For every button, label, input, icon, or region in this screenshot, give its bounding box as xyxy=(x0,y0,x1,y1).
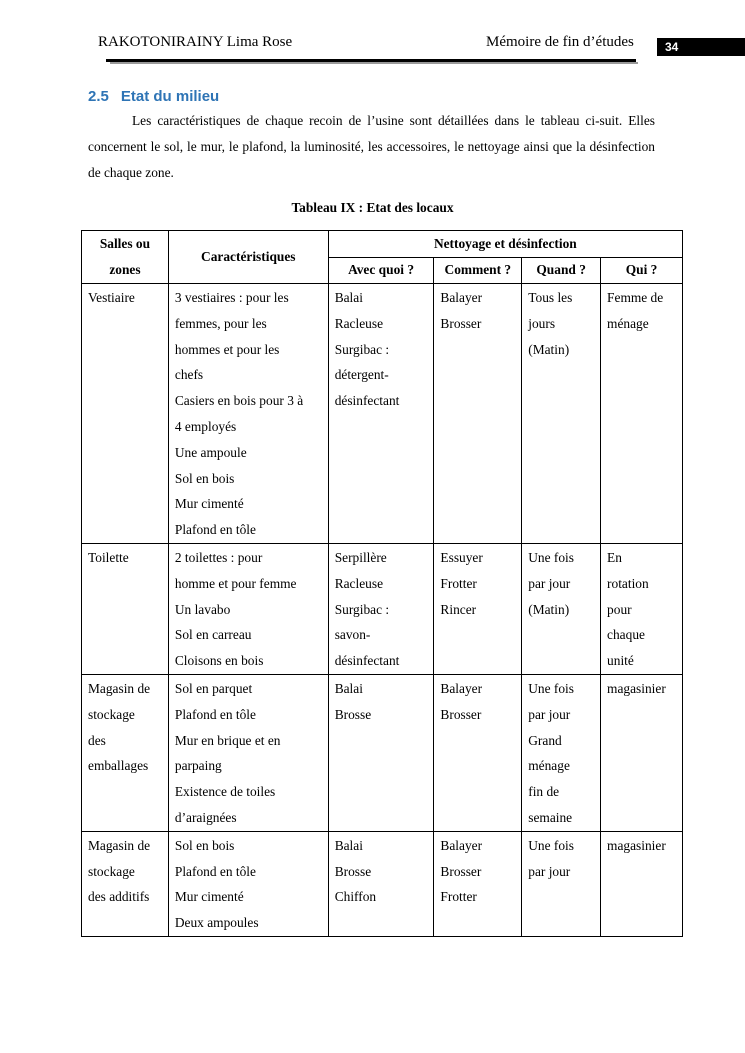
header-cleaning-group: Nettoyage et désinfection xyxy=(328,231,682,258)
cell-line: Sol en parquet xyxy=(174,680,253,696)
cell-line: Existence de toiles xyxy=(174,784,276,800)
header-how: Comment ? xyxy=(434,257,522,284)
header-document-title: Mémoire de fin d’études xyxy=(486,34,634,50)
cell-line: fin de xyxy=(528,784,560,800)
cell-line: Une ampoule xyxy=(174,444,247,460)
cell-how xyxy=(434,674,522,831)
cell-line: Tous les xyxy=(528,290,573,305)
cell-line: Mur cimenté xyxy=(174,496,244,512)
cell-who xyxy=(601,674,683,831)
cell-zone xyxy=(82,543,169,674)
cell-characteristics xyxy=(168,543,328,674)
cell-line: stockage xyxy=(88,863,135,879)
cell-line: femmes, pour les xyxy=(174,315,267,331)
cell-line: Plafond en tôle xyxy=(174,863,256,879)
cell-line: Racleuse xyxy=(334,315,384,331)
cell-with-what xyxy=(328,543,434,674)
cell-line: Rincer xyxy=(440,601,477,617)
cell-line: Balayer xyxy=(440,680,483,696)
cell-line: Brosse xyxy=(334,863,372,879)
cell-line: Plafond en tôle xyxy=(174,706,256,722)
cell-line: savon- xyxy=(334,627,371,643)
table-row xyxy=(82,284,683,544)
header-with-what: Avec quoi ? xyxy=(328,257,434,284)
cell-with-what xyxy=(328,831,434,936)
header-who: Qui ? xyxy=(601,257,683,284)
page-number: 34 xyxy=(657,38,745,56)
locaux-table xyxy=(81,230,683,937)
cell-line: des xyxy=(88,732,106,748)
cell-line: Balayer xyxy=(440,290,483,305)
cell-line: magasinier xyxy=(607,680,666,696)
cell-how xyxy=(434,543,522,674)
cell-line: Brosser xyxy=(440,315,482,331)
cell-zone xyxy=(82,831,169,936)
cell-line: Cloisons en bois xyxy=(174,653,264,669)
cell-who xyxy=(601,284,683,544)
cell-line: Balayer xyxy=(440,837,483,853)
cell-when xyxy=(522,674,601,831)
cell-line: Brosser xyxy=(440,706,482,722)
section-number: 2.5 xyxy=(88,88,109,105)
cell-how xyxy=(434,284,522,544)
header-zones-lines xyxy=(88,231,162,283)
cell-line: Femme de xyxy=(607,290,664,305)
cell-how xyxy=(434,831,522,936)
cell-line: Brosse xyxy=(334,706,372,722)
cell-line: désinfectant xyxy=(334,393,400,409)
cell-line: hommes et pour les xyxy=(174,341,280,357)
cell-line: (Matin) xyxy=(528,601,570,617)
section-heading xyxy=(88,88,219,105)
cell-line: Racleuse xyxy=(334,575,384,591)
header-zones xyxy=(82,231,169,284)
cell-line: En xyxy=(607,549,622,565)
cell-line: Magasin de xyxy=(88,680,151,696)
cell-line: semaine xyxy=(528,809,573,825)
cell-line: (Matin) xyxy=(528,341,570,357)
cell-line: emballages xyxy=(88,758,149,774)
cell-characteristics xyxy=(168,831,328,936)
table-row xyxy=(82,674,683,831)
cell-line: d’araignées xyxy=(174,809,237,825)
cell-line: Mur en brique et en xyxy=(174,732,281,748)
cell-line: magasinier xyxy=(607,837,666,853)
cell-line: Balai xyxy=(334,680,363,696)
cell-line: Balai xyxy=(334,837,363,853)
cell-line: 2 toilettes : pour xyxy=(174,549,263,565)
cell-line: Une fois xyxy=(528,680,574,696)
cell-line: 3 vestiaires : pour les xyxy=(174,290,289,305)
cell-line: Sol en bois xyxy=(174,470,235,486)
cell-line: Deux ampoules xyxy=(174,915,259,931)
cell-line: parpaing xyxy=(174,758,222,774)
cell-line: jours xyxy=(528,315,556,331)
cell-line: détergent- xyxy=(334,367,389,383)
cell-line: Grand xyxy=(528,732,562,748)
cell-when xyxy=(522,831,601,936)
cell-line: homme et pour femme xyxy=(174,575,297,591)
cell-line: Une fois xyxy=(528,837,574,853)
cell-characteristics xyxy=(168,674,328,831)
cell-line: Brosser xyxy=(440,863,482,879)
cell-with-what xyxy=(328,674,434,831)
cell-line: Magasin de xyxy=(88,837,151,853)
cell-line: par jour xyxy=(528,706,571,722)
cell-line: Sol en carreau xyxy=(174,627,252,643)
cell-line: ménage xyxy=(607,315,649,331)
cell-line: Frotter xyxy=(440,889,477,905)
cell-line: par jour xyxy=(528,575,571,591)
cell-line: chefs xyxy=(174,367,204,383)
cell-line: 4 employés xyxy=(174,418,237,434)
section-title: Etat du milieu xyxy=(120,88,220,105)
cell-line: chaque xyxy=(607,627,645,643)
cell-line: par jour xyxy=(528,863,571,879)
cell-who xyxy=(601,831,683,936)
cell-line: des additifs xyxy=(88,889,150,905)
cell-line: zones xyxy=(109,262,141,277)
cell-zone xyxy=(82,674,169,831)
cell-line: pour xyxy=(607,601,632,617)
cell-line: Serpillère xyxy=(334,549,387,565)
cell-line: Sol en bois xyxy=(174,837,235,853)
cell-line: stockage xyxy=(88,706,135,722)
cell-with-what xyxy=(328,284,434,544)
cell-line: Casiers en bois pour 3 à xyxy=(174,393,304,409)
cell-who xyxy=(601,543,683,674)
cell-line: unité xyxy=(607,653,634,669)
header-characteristics: Caractéristiques xyxy=(168,231,328,284)
cell-characteristics xyxy=(168,284,328,544)
intro-paragraph: Les caractéristiques de chaque recoin de l’usine sont détaillées dans le tableau ci-suit. Elles concernent le sol, le mur, le plafond, la luminosité, les accessoires, le nettoyage ainsi que la désinfection de chaque zone. xyxy=(88,113,655,180)
cell-line: Frotter xyxy=(440,575,477,591)
cell-line: Plafond en tôle xyxy=(174,522,256,538)
cell-line: rotation xyxy=(607,575,649,591)
cell-line: Salles ou xyxy=(99,236,151,251)
cell-line: Mur cimenté xyxy=(174,889,244,905)
cell-when xyxy=(522,543,601,674)
cell-line: Un lavabo xyxy=(174,601,231,617)
cell-zone xyxy=(82,284,169,544)
cell-when xyxy=(522,284,601,544)
header-rule-shadow xyxy=(110,62,638,64)
table-row xyxy=(82,543,683,674)
cell-line: ménage xyxy=(528,758,570,774)
cell-line: Essuyer xyxy=(440,549,483,565)
header-when: Quand ? xyxy=(522,257,601,284)
cell-line: Surgibac : xyxy=(334,601,390,617)
cell-line: Une fois xyxy=(528,549,574,565)
table-row xyxy=(82,831,683,936)
table-caption: Tableau IX : Etat des locaux xyxy=(291,200,454,215)
cell-line: désinfectant xyxy=(334,653,400,669)
header-author: RAKOTONIRAINY Lima Rose xyxy=(98,34,293,50)
cell-line: Surgibac : xyxy=(334,341,390,357)
cell-line: Chiffon xyxy=(334,889,377,905)
cell-line: Vestiaire xyxy=(88,290,135,305)
cell-line: Toilette xyxy=(88,549,129,565)
cell-line: Balai xyxy=(334,290,363,305)
